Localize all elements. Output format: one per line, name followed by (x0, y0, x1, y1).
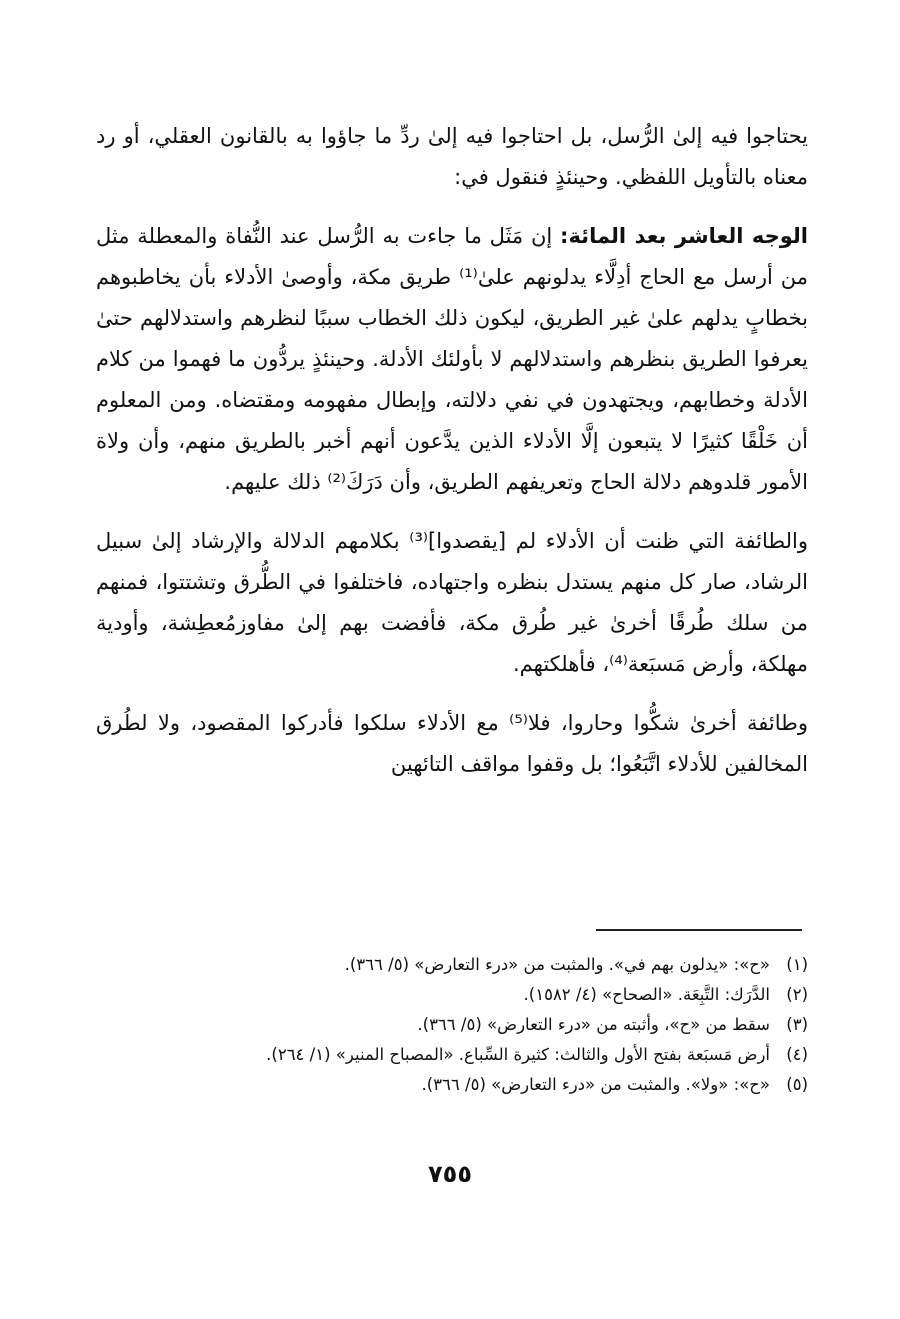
paragraph-2-lead: الوجه العاشر بعد المائة: (560, 224, 808, 248)
paragraph-2-text: إن مَثَل ما جاءت به الرُّسل عند النُّفاة والمعطلة مثل من أرسل مع الحاج أدِلَّاء يدلونهم علىٰ⁽¹⁾ طريق مكة، وأوصىٰ الأدلاء بأن يخاطبوهم بخطابٍ يدلهم علىٰ غير الطريق، ليكون ذلك الخطاب سببًا لنظرهم واستدلالهم حتىٰ يعرفوا الطريق بنظرهم واستدلالهم لا بأولئك الأدلة. وحينئذٍ يردُّون ما فهموا من كلام الأدلة وخطابهم، ويجتهدون في نفي دلالته، وإبطال مفهومه ومقتضاه. ومن المعلوم أن خَلْقًا كثيرًا لا يتبعون إلَّا الأدلاء الذين يدَّعون أنهم أخبر بالطريق منهم، وأن ولاة الأمور قلدوهم دلالة الحاج وتعريفهم الطريق، وأن دَرَكَ⁽²⁾ ذلك عليهم. (96, 224, 808, 494)
footnote-3-number: (٣) (786, 1015, 808, 1034)
footnote-2-text: الدَّرَك: التَّبِعَة. «الصحاح» (٤/ ١٥٨٢). (523, 985, 770, 1004)
footnote-1 (96, 950, 808, 980)
paragraph-4-text: وطائفة أخرىٰ شكُّوا وحاروا، فلا⁽⁵⁾ مع الأدلاء سلكوا فأدركوا المقصود، ولا لطُرق المخالفين للأدلاء اتَّبَعُوا؛ بل وقفوا مواقف التائهين (96, 711, 808, 776)
paragraph-1-text: يحتاجوا فيه إلىٰ الرُّسل، بل احتاجوا فيه إلىٰ ردِّ ما جاؤوا به بالقانون العقلي، أو رد معناه بالتأويل اللفظي. وحينئذٍ فنقول في: (96, 124, 808, 189)
main-text (96, 116, 808, 803)
footnote-4-number: (٤) (786, 1045, 808, 1064)
paragraph-2 (96, 216, 808, 503)
paragraph-4 (96, 703, 808, 785)
footnote-1-number: (١) (786, 955, 808, 974)
paragraph-1 (96, 116, 808, 198)
paragraph-3-text: والطائفة التي ظنت أن الأدلاء لم [يقصدوا]⁽³⁾ بكلامهم الدلالة والإرشاد إلىٰ سبيل الرشاد، صار كل منهم يستدل بنظره واجتهاده، فاختلفوا في الطُّرق وتشتتوا، فمنهم من سلك طُرقًا أخرىٰ غير طُرق مكة، فأفضت بهم إلىٰ مفاوزمُعطِشة، وأودية مهلكة، وأرض مَسبَعة⁽⁴⁾، فأهلكتهم. (96, 529, 808, 676)
footnote-3-text: سقط من «ح»، وأثبته من «درء التعارض» (٥/ ٣٦٦). (417, 1015, 770, 1034)
footnote-2-number: (٢) (786, 985, 808, 1004)
footnote-5-text: «ح»: «ولا». والمثبت من «درء التعارض» (٥/ ٣٦٦). (421, 1075, 770, 1094)
page-number: ٧٥٥ (428, 1160, 472, 1188)
footnote-4 (96, 1040, 808, 1070)
footnote-5 (96, 1070, 808, 1100)
footnote-divider (596, 929, 802, 931)
footnote-3 (96, 1010, 808, 1040)
footnotes (96, 950, 808, 1100)
footnote-2 (96, 980, 808, 1010)
paragraph-3 (96, 521, 808, 685)
footnote-5-number: (٥) (786, 1075, 808, 1094)
footnote-1-text: «ح»: «يدلون بهم في». والمثبت من «درء التعارض» (٥/ ٣٦٦). (344, 955, 770, 974)
footnote-4-text: أرض مَسبَعة بفتح الأول والثالث: كثيرة السِّباع. «المصباح المنير» (١/ ٢٦٤). (266, 1045, 770, 1064)
